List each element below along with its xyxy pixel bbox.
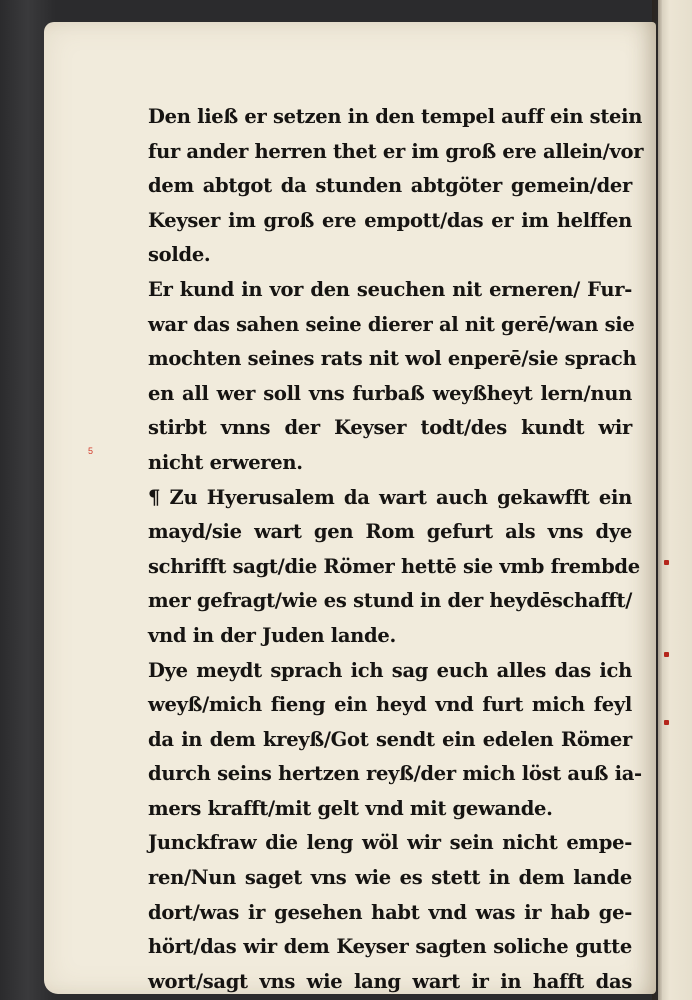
text-line: ren/Nun saget vns wie es stett in dem lande	[148, 866, 632, 890]
text-line: war das sahen seine dierer al nit gerē/wan sie	[148, 312, 635, 336]
blackletter-text-block	[148, 100, 644, 999]
text-line: fur ander herren thet er im groß ere allein/vor	[148, 139, 644, 163]
facing-page-edge	[658, 0, 692, 1000]
text-line: da in dem kreyß/Got sendt ein edelen Römer	[148, 727, 632, 751]
text-line: weyß/mich fieng ein heyd vnd furt mich feyl	[148, 693, 632, 717]
text-line: wort/sagt vns wie lang wart ir in hafft das	[148, 969, 632, 993]
text-line: Den ließ er setzen in den tempel auff ein stein	[148, 105, 643, 128]
text-line: nicht erweren.	[148, 450, 303, 474]
facing-page-rubrication-marks	[664, 560, 684, 730]
text-line: dort/was ir gesehen habt vnd was ir hab ge-	[148, 900, 632, 924]
text-line: dem abtgot da stunden abtgöter gemein/der	[148, 174, 632, 198]
text-line: ¶ Zu Hyerusalem da wart auch gekawfft ein	[148, 485, 632, 509]
text-line: stirbt vnns der Keyser todt/des kundt wir	[148, 416, 632, 440]
text-line: mochten seines rats nit wol enperē/sie sprach	[148, 347, 637, 371]
text-line: vnd in der Juden lande.	[148, 623, 396, 647]
text-line: mers krafft/mit gelt vnd mit gewande.	[148, 796, 553, 820]
text-line: mayd/sie wart gen Rom gefurt als vns dye	[148, 520, 632, 544]
text-line: durch seins hertzen reyß/der mich löst auß ia-	[148, 762, 642, 786]
line-number-marker: 5	[88, 446, 94, 456]
text-line: solde.	[148, 243, 211, 267]
text-line: Er kund in vor den seuchen nit erneren/ Fur-	[148, 277, 632, 301]
text-line: Junckfraw die leng wöl wir sein nicht empe-	[148, 831, 632, 855]
text-line: mer gefragt/wie es stund in der heydēschafft/	[148, 589, 633, 613]
text-line: hört/das wir dem Keyser sagten soliche gutte	[148, 935, 632, 959]
text-line: Keyser im groß ere empott/das er im helffen	[148, 208, 632, 232]
text-line: Dye meydt sprach ich sag euch alles das ich	[148, 658, 632, 682]
text-line: schrifft sagt/die Römer hettē sie vmb frembde	[148, 554, 640, 578]
text-line: en all wer soll vns furbaß weyßheyt lern/nun	[148, 381, 632, 405]
